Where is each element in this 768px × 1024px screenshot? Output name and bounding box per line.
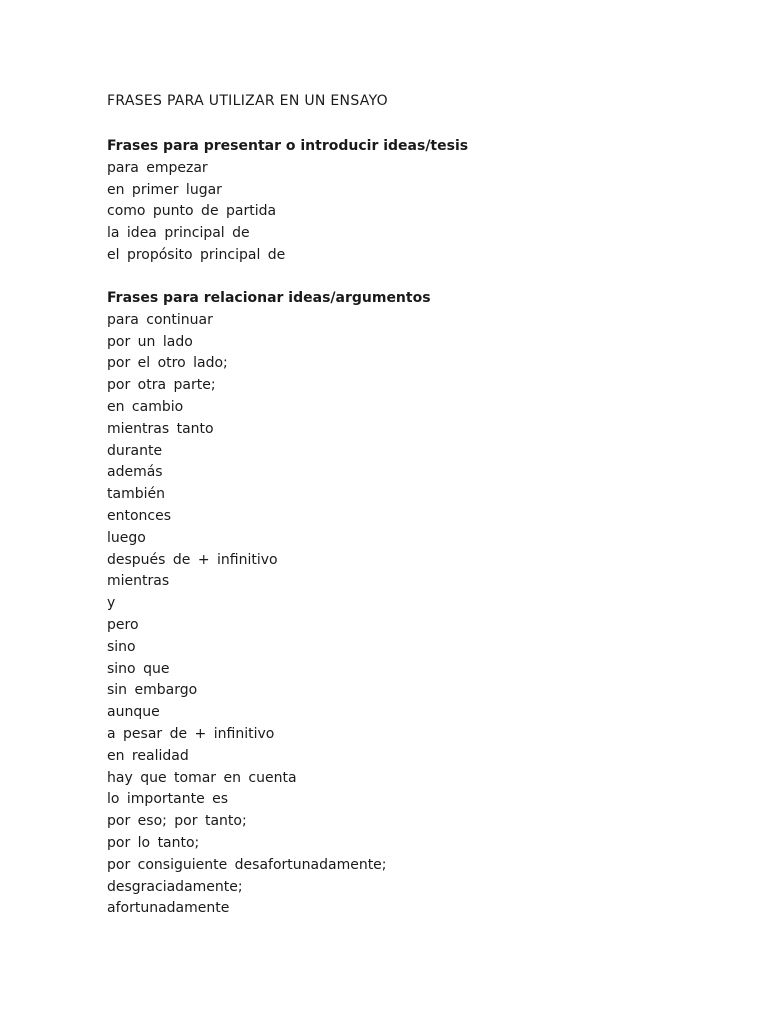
phrase-item: por eso; por tanto; bbox=[107, 813, 247, 830]
phrase-item: la idea principal de bbox=[107, 225, 250, 242]
phrase-item: pero bbox=[107, 616, 139, 633]
phrase-item: mientras tanto bbox=[107, 420, 214, 437]
phrase-item: y bbox=[107, 595, 116, 612]
phrase-item: sin embargo bbox=[107, 682, 198, 699]
phrase-item: por un lado bbox=[107, 333, 193, 350]
phrase-item: sino que bbox=[107, 660, 170, 677]
phrase-item: en cambio bbox=[107, 398, 184, 415]
phrase-item: luego bbox=[107, 529, 146, 546]
phrase-item: lo importante es bbox=[107, 791, 229, 808]
phrase-item: para continuar bbox=[107, 311, 213, 328]
phrase-item: en primer lugar bbox=[107, 181, 222, 198]
phrase-item: por otra parte; bbox=[107, 377, 216, 394]
phrase-item: durante bbox=[107, 442, 163, 459]
phrase-item: aunque bbox=[107, 704, 160, 721]
phrase-item: por lo tanto; bbox=[107, 834, 200, 851]
phrase-item: como punto de partida bbox=[107, 203, 277, 220]
phrase-item: también bbox=[107, 486, 165, 503]
section-introduce-ideas bbox=[107, 136, 468, 267]
phrase-item: por el otro lado; bbox=[107, 355, 228, 372]
section-heading: Frases para relacionar ideas/argumentos bbox=[107, 290, 431, 306]
phrase-list bbox=[107, 310, 431, 920]
phrase-list bbox=[107, 158, 468, 267]
section-heading: Frases para presentar o introducir ideas/tesis bbox=[107, 138, 469, 154]
phrase-item: en realidad bbox=[107, 747, 189, 764]
phrase-item: sino bbox=[107, 638, 136, 655]
phrase-item: además bbox=[107, 464, 163, 481]
section-relate-ideas bbox=[107, 288, 431, 920]
phrase-item: a pesar de + infinitivo bbox=[107, 725, 275, 742]
phrase-item: por consiguiente desafortunadamente; bbox=[107, 856, 387, 873]
phrase-item: hay que tomar en cuenta bbox=[107, 769, 297, 786]
phrase-item: después de + infinitivo bbox=[107, 551, 278, 568]
phrase-item: entonces bbox=[107, 507, 172, 524]
phrase-item: desgraciadamente; bbox=[107, 878, 243, 895]
phrase-item: mientras bbox=[107, 573, 170, 590]
phrase-item: el propósito principal de bbox=[107, 246, 286, 263]
phrase-item: afortunadamente bbox=[107, 900, 230, 917]
phrase-item: para empezar bbox=[107, 159, 208, 176]
document-title: FRASES PARA UTILIZAR EN UN ENSAYO bbox=[107, 93, 388, 109]
